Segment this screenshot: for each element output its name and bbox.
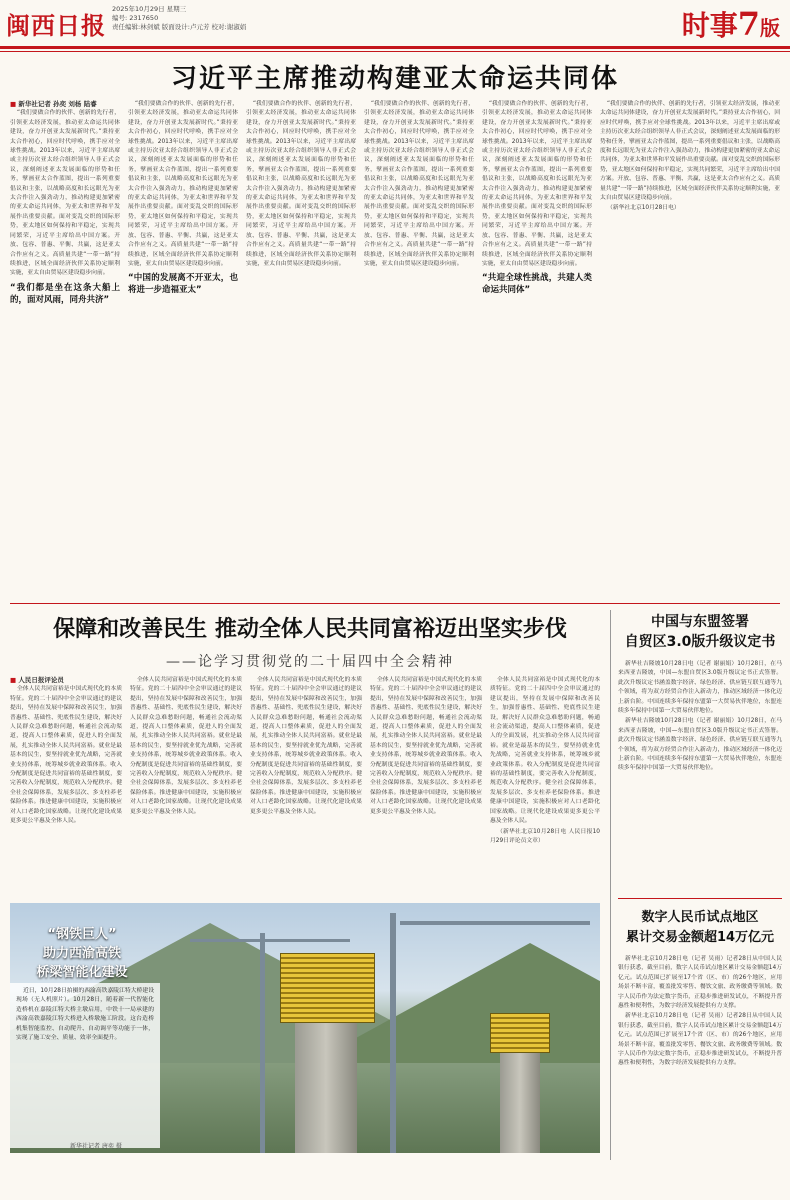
news2-body bbox=[618, 955, 782, 1190]
commentary-body-text: 全体人民共同富裕是中国式现代化的本质特征。党的二十届四中全会审议通过的建议提出，坚持在发展中保障和改善民生，加强普惠性、基础性、兜底性民生建设，解决好人民群众急难愁盼问题，畅通社会流动渠道，提高人口整体素质，促进人的全面发展，扎实推动全体人民共同富裕。就业是最基本的民生，要坚持就业优先战略，完善就业支持体系，统筹城乡就业政策体系。收入分配制度是促进共同富裕的基础性制度，要完善收入分配制度，规范收入分配秩序。健全社会保障体系，发展多层次、多支柱养老保险体系。推进健康中国建设，实施积极应对人口老龄化国家战略。让现代化建设成果更多更公平惠及全体人民。 bbox=[490, 677, 600, 825]
commentary-column-1 bbox=[10, 676, 122, 898]
news1-headline-line-2: 自贸区3.0版升级议定书 bbox=[624, 634, 776, 650]
commentary-body-text: 全体人民共同富裕是中国式现代化的本质特征。党的二十届四中全会审议通过的建议提出，坚持在发展中保障和改善民生，加强普惠性、基础性、兜底性民生建设，解决好人民群众急难愁盼问题，畅通社会流动渠道，提高人口整体素质，促进人的全面发展，扎实推动全体人民共同富裕。就业是最基本的民生，要坚持就业优先战略，完善就业支持体系，统筹城乡就业政策体系。收入分配制度是促进共同富裕的基础性制度，要完善收入分配制度，规范收入分配秩序。健全社会保障体系，发展多层次、多支柱养老保险体系。推进健康中国建设，实施积极应对人口老龄化国家战略。让现代化建设成果更多更公平惠及全体人民。 bbox=[250, 677, 362, 815]
lead-body-text: “我们要做合作的伙伴、创新的先行者，引领亚太经济发展，推动亚太命运共同体建设，奋力开创亚太发展新时代。”秉持亚太合作初心，回应时代呼唤，携手应对全球性挑战。2013年以来，习近平主席出席或主持历次亚太经合组织领导人非正式会议，深刻阐述亚太发展面临的形势和任务，擘画亚太合作蓝图，提出一系列重要倡议和主张，以战略高度和长远眼光为亚太合作注入强劲动力，推动构建更加紧密的亚太命运共同体，为亚太和世界和平发展作出重要贡献。面对变乱交织的国际形势，亚太地区如何保持和平稳定，实现共同繁荣，习近平主席给出中国方案。开放、包容、普惠、平衡、共赢，这是亚太合作应有之义。高质量共建“一带一路”持续推进，区域全面经济伙伴关系协定顺利实施，亚太自由贸易区建设稳步向前。 bbox=[246, 101, 356, 267]
lead-body-text: “我们要做合作的伙伴、创新的先行者，引领亚太经济发展，推动亚太命运共同体建设，奋力开创亚太发展新时代。”秉持亚太合作初心，回应时代呼唤，携手应对全球性挑战。2013年以来，习近平主席出席或主持历次亚太经合组织领导人非正式会议，深刻阐述亚太发展面临的形势和任务，擘画亚太合作蓝图，提出一系列重要倡议和主张，以战略高度和长远眼光为亚太合作注入强劲动力，推动构建更加紧密的亚太命运共同体，为亚太和世界和平发展作出重要贡献。面对变乱交织的国际形势，亚太地区如何保持和平稳定，实现共同繁荣，习近平主席给出中国方案。开放、包容、普惠、平衡、共赢，这是亚太合作应有之义。高质量共建“一带一路”持续推进，区域全面经济伙伴关系协定顺利实施，亚太自由贸易区建设稳步向前。 bbox=[128, 101, 238, 267]
lead-column-5 bbox=[482, 100, 592, 600]
crane-jib bbox=[400, 921, 590, 925]
commentary-subtitle: ——论学习贯彻党的二十届四中全会精神 bbox=[166, 654, 454, 670]
masthead-rule-thin bbox=[0, 51, 790, 52]
lead-column-6 bbox=[600, 100, 780, 600]
section-name: 时事 bbox=[681, 9, 738, 42]
lead-end-note: （新华社北京10月28日电） bbox=[606, 205, 680, 212]
lead-column-3 bbox=[246, 100, 356, 600]
smart-bridge-machine bbox=[280, 953, 375, 1023]
editor-credits: 责任编辑:林剑斌 版面设计:卢元芳 校对:谢淑娟 bbox=[112, 23, 247, 31]
crane-jib bbox=[190, 939, 350, 942]
lead-headline: 习近平主席推动构建亚太命运共同体 bbox=[170, 64, 619, 94]
photo-credit: 新华社记者 唐奕 摄 bbox=[70, 1143, 122, 1150]
page-number: 7 bbox=[737, 5, 760, 43]
right-column-divider bbox=[610, 610, 611, 1160]
lead-column-2 bbox=[128, 100, 238, 600]
lead-subhead-3: “共迎全球性挑战，共建人类命运共同体” bbox=[482, 273, 592, 296]
bridge-pier bbox=[500, 1053, 540, 1153]
masthead-rule bbox=[0, 46, 790, 49]
lead-body-text: “我们要做合作的伙伴、创新的先行者，引领亚太经济发展，推动亚太命运共同体建设，奋力开创亚太发展新时代。”秉持亚太合作初心，回应时代呼唤，携手应对全球性挑战。2013年以来，习近平主席出席或主持历次亚太经合组织领导人非正式会议，深刻阐述亚太发展面临的形势和任务，擘画亚太合作蓝图，提出一系列重要倡议和主张，以战略高度和长远眼光为亚太合作注入强劲动力，推动构建更加紧密的亚太命运共同体，为亚太和世界和平发展作出重要贡献。面对变乱交织的国际形势，亚太地区如何保持和平稳定，实现共同繁荣，习近平主席给出中国方案。开放、包容、普惠、平衡、共赢，这是亚太合作应有之义。高质量共建“一带一路”持续推进，区域全面经济伙伴关系协定顺利实施，亚太自由贸易区建设稳步向前。 bbox=[600, 101, 780, 202]
commentary-body-text: 全体人民共同富裕是中国式现代化的本质特征。党的二十届四中全会审议通过的建议提出，坚持在发展中保障和改善民生，加强普惠性、基础性、兜底性民生建设，解决好人民群众急难愁盼问题，畅通社会流动渠道，提高人口整体素质，促进人的全面发展，扎实推动全体人民共同富裕。就业是最基本的民生，要坚持就业优先战略，完善就业支持体系，统筹城乡就业政策体系。收入分配制度是促进共同富裕的基础性制度，要完善收入分配制度，规范收入分配秩序。健全社会保障体系，发展多层次、多支柱养老保险体系。推进健康中国建设，实施积极应对人口老龄化国家战略。让现代化建设成果更多更公平惠及全体人民。 bbox=[370, 677, 482, 815]
photo-title-line-2: 助力西渝高铁 bbox=[42, 946, 121, 961]
commentary-headline: 保障和改善民生 推动全体人民共同富裕迈出坚实步伐 bbox=[53, 617, 567, 642]
right-news-rule bbox=[618, 898, 782, 899]
newspaper-logo: 闽西日报 bbox=[6, 11, 106, 40]
tower-crane bbox=[260, 933, 265, 1153]
tower-crane bbox=[390, 913, 396, 1153]
news2-body-text: 新华社北京10月28日电（记者 吴雨）记者28日从中国人民银行获悉，截至目前，数字人民币试点地区累计交易金额超14万亿元。试点范围已扩展至17个省（区、市）的26个地区，应用场景不断丰富，覆盖批发零售、餐饮文旅、政务缴费等领域。数字人民币作为法定数字货币，正稳步推进研发试点，不断提升普惠性和便利性，为数字经济发展提供有力支撑。 bbox=[618, 1013, 782, 1067]
commentary-body-text: 全体人民共同富裕是中国式现代化的本质特征。党的二十届四中全会审议通过的建议提出，坚持在发展中保障和改善民生，加强普惠性、基础性、兜底性民生建设，解决好人民群众急难愁盼问题，畅通社会流动渠道，提高人口整体素质，促进人的全面发展，扎实推动全体人民共同富裕。就业是最基本的民生，要坚持就业优先战略，完善就业支持体系，统筹城乡就业政策体系。收入分配制度是促进共同富裕的基础性制度，要完善收入分配制度，规范收入分配秩序。健全社会保障体系，发展多层次、多支柱养老保险体系。推进健康中国建设，实施积极应对人口老龄化国家战略。让现代化建设成果更多更公平惠及全体人民。 bbox=[10, 686, 122, 825]
news1-body-text: 新华社吉隆坡10月28日电（记者 谢丽娟）10月28日，在马来西亚吉隆坡，中国—东盟自贸区3.0版升级议定书正式签署。此次升级议定书涵盖数字经济、绿色经济、供应链互联互通等九个领域，将为双方经贸合作注入新动力，推动区域经济一体化迈上新台阶。中国连续多年保持东盟第一大贸易伙伴地位，东盟连续多年保持中国第一大贸易伙伴地位。 bbox=[618, 661, 782, 715]
edition-number: 编号: 2317650 bbox=[112, 14, 159, 22]
smart-bridge-machine bbox=[490, 1013, 550, 1053]
masthead bbox=[0, 0, 790, 46]
photo-title-line-1: “钢铁巨人” bbox=[47, 927, 117, 942]
lead-subhead-2: “中国的发展离不开亚太，也将进一步造福亚太” bbox=[128, 273, 238, 296]
lead-column-4 bbox=[364, 100, 474, 600]
lead-bottom-rule bbox=[10, 603, 780, 604]
commentary-column-4 bbox=[370, 676, 482, 898]
lead-body-text: “我们要做合作的伙伴、创新的先行者，引领亚太经济发展，推动亚太命运共同体建设，奋力开创亚太发展新时代。”秉持亚太合作初心，回应时代呼唤，携手应对全球性挑战。2013年以来，习近平主席出席或主持历次亚太经合组织领导人非正式会议，深刻阐述亚太发展面临的形势和任务，擘画亚太合作蓝图，提出一系列重要倡议和主张，以战略高度和长远眼光为亚太合作注入强劲动力，推动构建更加紧密的亚太命运共同体，为亚太和世界和平发展作出重要贡献。面对变乱交织的国际形势，亚太地区如何保持和平稳定，实现共同繁荣，习近平主席给出中国方案。开放、包容、普惠、平衡、共赢，这是亚太合作应有之义。高质量共建“一带一路”持续推进，区域全面经济伙伴关系协定顺利实施，亚太自由贸易区建设稳步向前。 bbox=[10, 110, 120, 277]
commentary-column-5 bbox=[490, 676, 600, 898]
news1-body bbox=[618, 660, 782, 895]
commentary-body-text: 全体人民共同富裕是中国式现代化的本质特征。党的二十届四中全会审议通过的建议提出，坚持在发展中保障和改善民生，加强普惠性、基础性、兜底性民生建设，解决好人民群众急难愁盼问题，畅通社会流动渠道，提高人口整体素质，促进人的全面发展，扎实推动全体人民共同富裕。就业是最基本的民生，要坚持就业优先战略，完善就业支持体系，统筹城乡就业政策体系。收入分配制度是促进共同富裕的基础性制度，要完善收入分配制度，规范收入分配秩序。健全社会保障体系，发展多层次、多支柱养老保险体系。推进健康中国建设，实施积极应对人口老龄化国家战略。让现代化建设成果更多更公平惠及全体人民。 bbox=[130, 677, 242, 815]
issue-date: 2025年10月29日 星期三 bbox=[112, 5, 187, 13]
section-label bbox=[682, 4, 780, 44]
news1-body-text: 新华社吉隆坡10月28日电（记者 谢丽娟）10月28日，在马来西亚吉隆坡，中国—东盟自贸区3.0版升级议定书正式签署。此次升级议定书涵盖数字经济、绿色经济、供应链互联互通等九个领域，将为双方经贸合作注入新动力，推动区域经济一体化迈上新台阶。中国连续多年保持东盟第一大贸易伙伴地位，东盟连续多年保持中国第一大贸易伙伴地位。 bbox=[618, 718, 782, 772]
lead-body-text: “我们要做合作的伙伴、创新的先行者，引领亚太经济发展，推动亚太命运共同体建设，奋力开创亚太发展新时代。”秉持亚太合作初心，回应时代呼唤，携手应对全球性挑战。2013年以来，习近平主席出席或主持历次亚太经合组织领导人非正式会议，深刻阐述亚太发展面临的形势和任务，擘画亚太合作蓝图，提出一系列重要倡议和主张，以战略高度和长远眼光为亚太合作注入强劲动力，推动构建更加紧密的亚太命运共同体，为亚太和世界和平发展作出重要贡献。面对变乱交织的国际形势，亚太地区如何保持和平稳定，实现共同繁荣，习近平主席给出中国方案。开放、包容、普惠、平衡、共赢，这是亚太合作应有之义。高质量共建“一带一路”持续推进，区域全面经济伙伴关系协定顺利实施，亚太自由贸易区建设稳步向前。 bbox=[482, 101, 592, 267]
page-suffix: 版 bbox=[760, 16, 780, 40]
news2-headline-line-1: 数字人民币试点地区 bbox=[641, 910, 759, 925]
bridge-pier bbox=[295, 1023, 357, 1153]
masthead-meta bbox=[112, 5, 246, 32]
news1-headline bbox=[618, 612, 782, 652]
news2-body-text: 新华社北京10月28日电（记者 吴雨）记者28日从中国人民银行获悉，截至目前，数字人民币试点地区累计交易金额超14万亿元。试点范围已扩展至17个省（区、市）的26个地区，应用场景不断丰富，覆盖批发零售、餐饮文旅、政务缴费等领域。数字人民币作为法定数字货币，正稳步推进研发试点，不断提升普惠性和便利性，为数字经济发展提供有力支撑。 bbox=[618, 956, 782, 1010]
news2-headline-line-2: 累计交易金额超14万亿元 bbox=[625, 930, 775, 945]
commentary-byline: ■ 人民日报评论员 bbox=[10, 676, 122, 685]
news2-headline bbox=[618, 908, 782, 948]
photo-caption bbox=[10, 983, 160, 1148]
commentary-column-2 bbox=[130, 676, 242, 898]
lead-subhead-1: “我们都是坐在这条大船上的，面对风雨，同舟共济” bbox=[10, 282, 120, 305]
photo-title-line-3: 桥梁智能化建设 bbox=[36, 965, 128, 980]
photo-story-title bbox=[22, 925, 142, 982]
lead-column-1 bbox=[10, 100, 120, 600]
news1-headline-line-1: 中国与东盟签署 bbox=[651, 614, 749, 630]
lead-body-text: “我们要做合作的伙伴、创新的先行者，引领亚太经济发展，推动亚太命运共同体建设，奋力开创亚太发展新时代。”秉持亚太合作初心，回应时代呼唤，携手应对全球性挑战。2013年以来，习近平主席出席或主持历次亚太经合组织领导人非正式会议，深刻阐述亚太发展面临的形势和任务，擘画亚太合作蓝图，提出一系列重要倡议和主张，以战略高度和长远眼光为亚太合作注入强劲动力，推动构建更加紧密的亚太命运共同体，为亚太和世界和平发展作出重要贡献。面对变乱交织的国际形势，亚太地区如何保持和平稳定，实现共同繁荣，习近平主席给出中国方案。开放、包容、普惠、平衡、共赢，这是亚太合作应有之义。高质量共建“一带一路”持续推进，区域全面经济伙伴关系协定顺利实施，亚太自由贸易区建设稳步向前。 bbox=[364, 101, 474, 267]
photo-caption-text: 近日，10月28日拍摄的西渝高铁嘉陵江特大桥建设现场（无人机照片）。10月28日，随着新一代智能化造桥机在嘉陵江特大桥主墩启用，中铁十一局承建的西渝高铁嘉陵江特大桥进入桥墩施工阶段。这台造桥机集智能监控、自动爬升、自动调平等功能于一体，实现了施工安全、质量、效率全面提升。 bbox=[16, 988, 154, 1042]
lead-byline: ■ 新华社记者 孙奕 刘杨 陆睿 bbox=[10, 100, 120, 109]
commentary-column-3 bbox=[250, 676, 362, 898]
commentary-end-note: （新华社北京10月28日电 人民日报10月29日评论员文章） bbox=[490, 828, 600, 844]
